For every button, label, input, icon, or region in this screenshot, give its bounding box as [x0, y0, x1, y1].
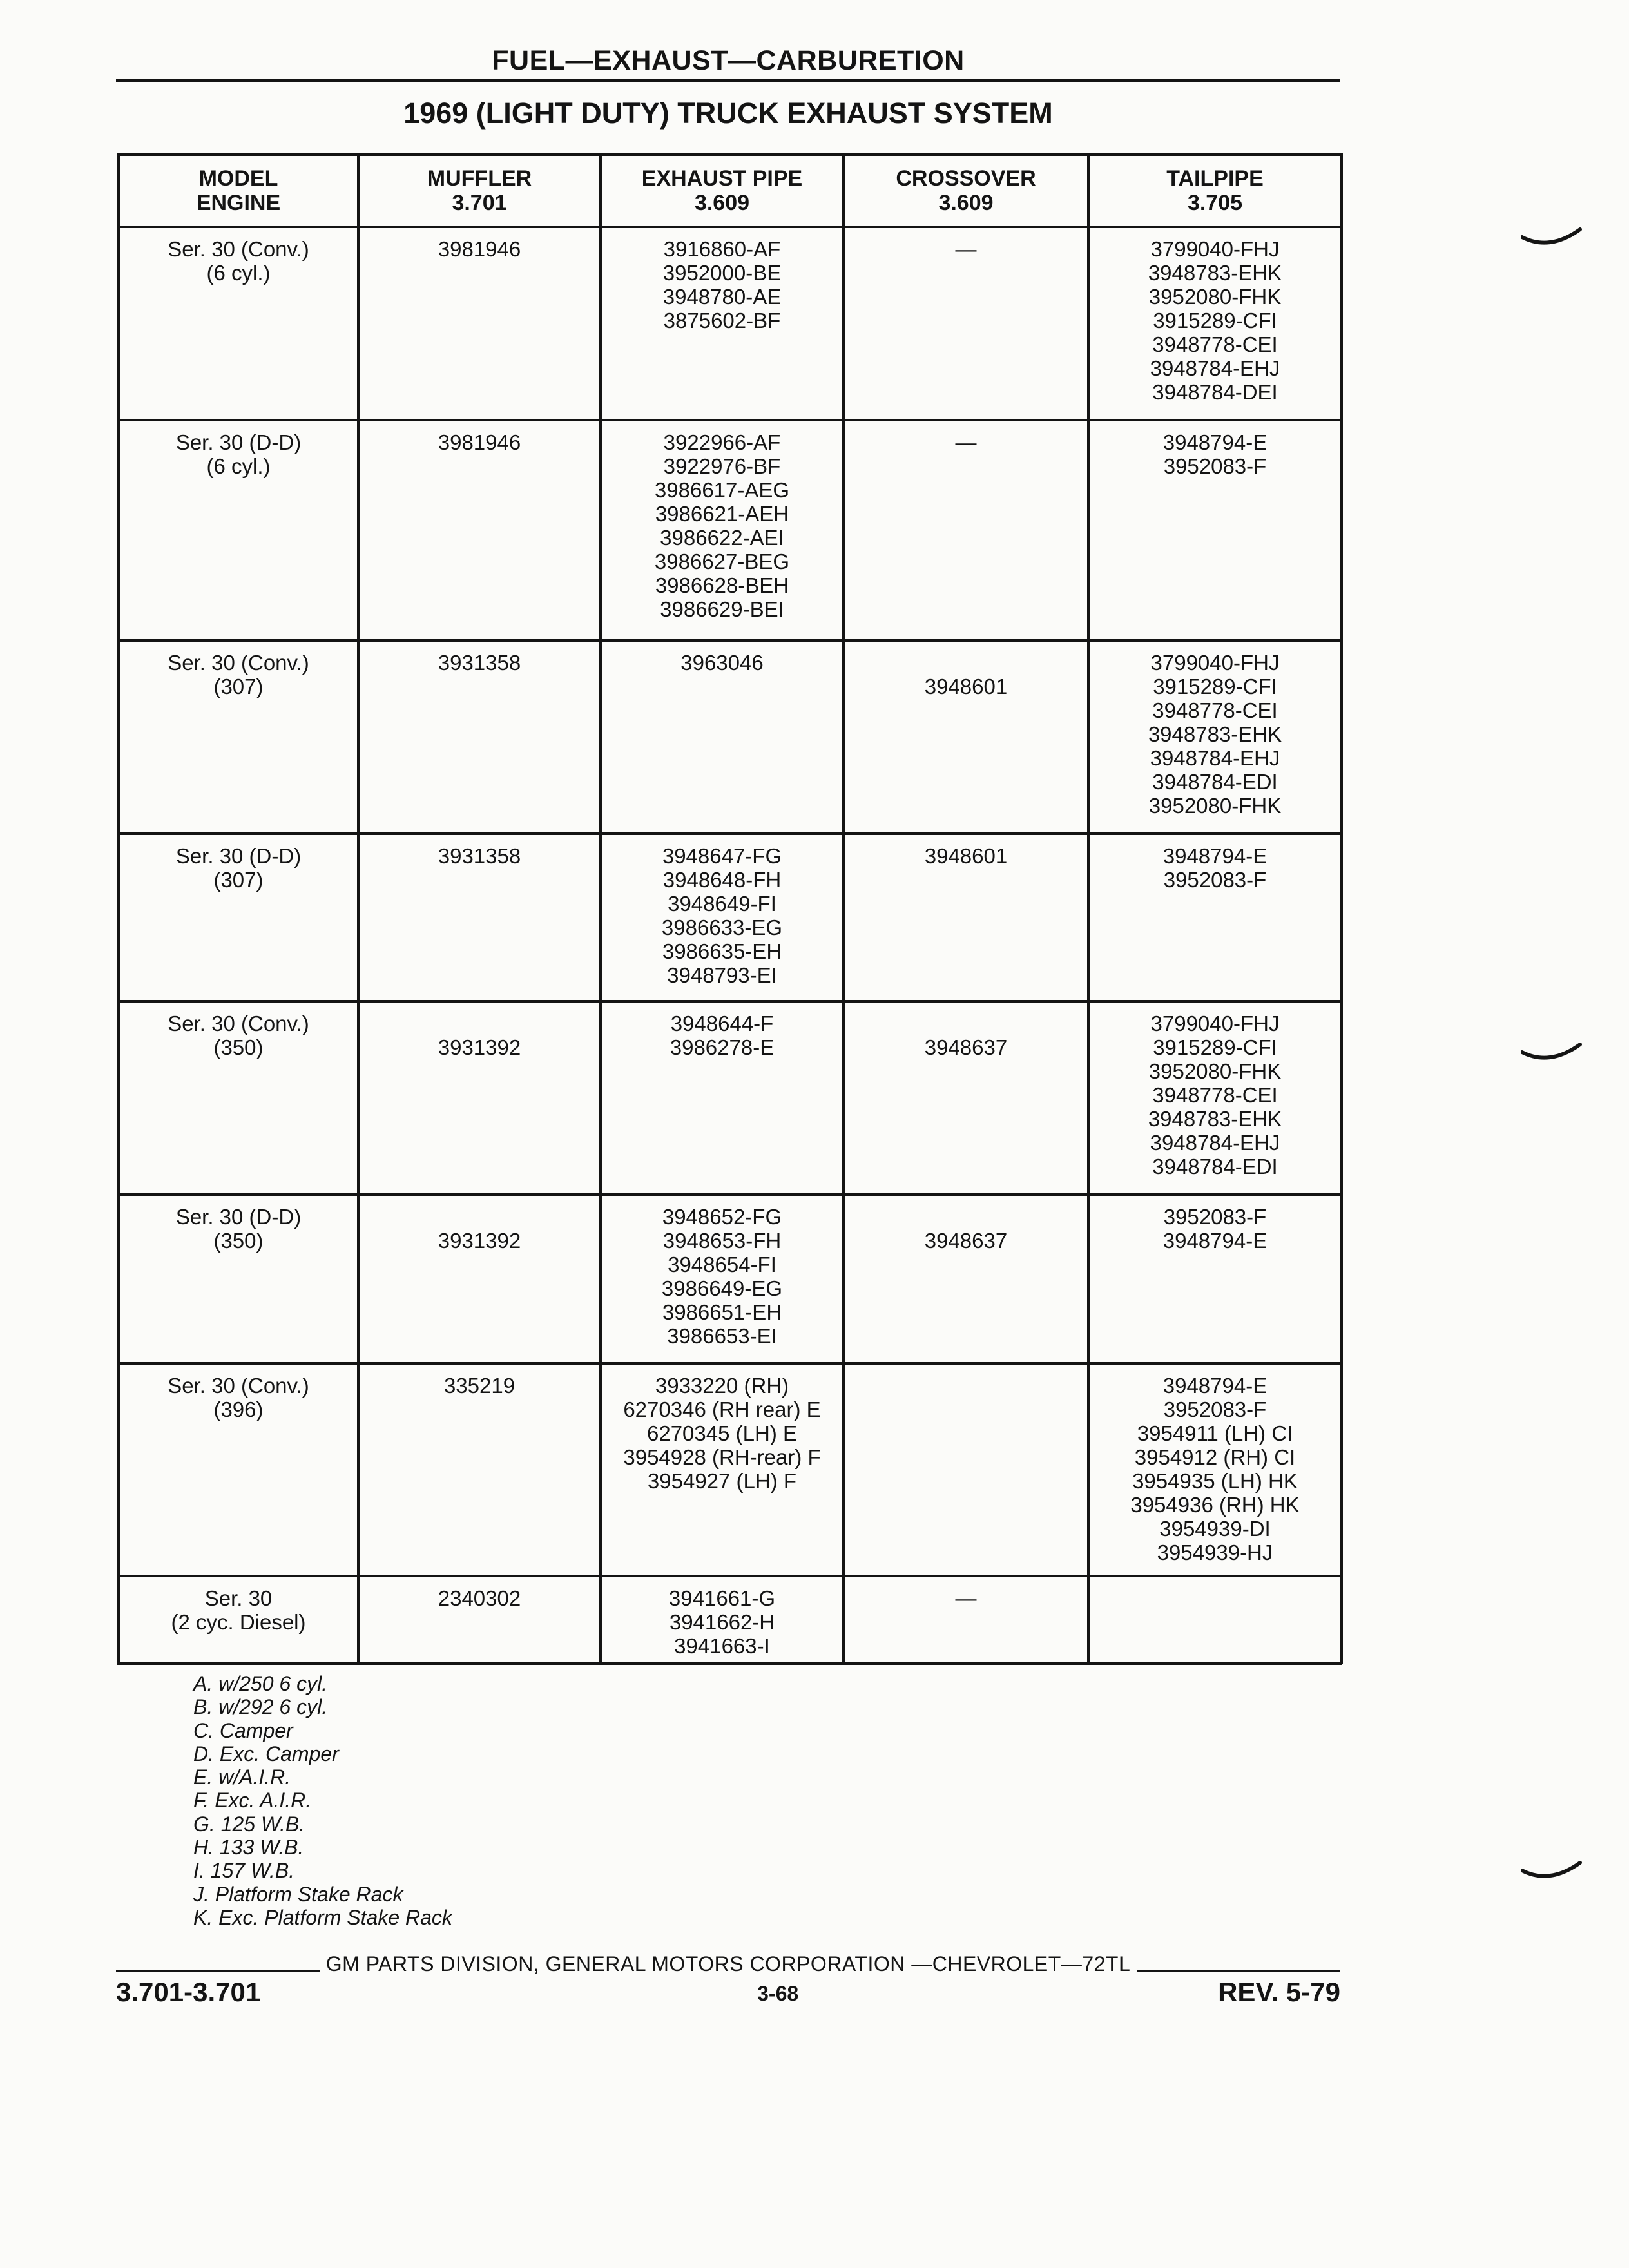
- footnotes: [193, 1672, 452, 1929]
- column-header-crossover: CROSSOVER 3.609: [843, 155, 1088, 227]
- exhaust-pipe-cell: 3941661-G 3941662-H 3941663-I: [601, 1576, 843, 1664]
- table-bottom-rule: [117, 1662, 1342, 1665]
- exhaust-pipe-cell: 3933220 (RH) 6270346 (RH rear) E 6270345 (LH) E 3954928 (RH-rear) F 3954927 (LH) F: [601, 1363, 843, 1576]
- footer-rule-right: [1137, 1970, 1340, 1972]
- crossover-cell: 3948601: [843, 834, 1088, 1001]
- footnote: E. w/A.I.R.: [193, 1765, 291, 1789]
- exhaust-pipe-cell: 3948652-FG 3948653-FH 3948654-FI 3986649-EG 3986651-EH 3986653-EI: [601, 1195, 843, 1363]
- table-row: [119, 1576, 1342, 1664]
- muffler-cell: 2340302: [358, 1576, 601, 1664]
- binder-ring-mark-icon: [1521, 1041, 1582, 1066]
- footnote: K. Exc. Platform Stake Rack: [193, 1905, 452, 1929]
- muffler-cell: 3931392: [358, 1195, 601, 1363]
- footer-organization: GM PARTS DIVISION, GENERAL MOTORS CORPORATION —CHEVROLET—72TL: [325, 1952, 1131, 1975]
- muffler-cell: 3931358: [358, 640, 601, 834]
- table-row: [119, 640, 1342, 834]
- tailpipe-cell: 3799040-FHJ 3915289-CFI 3952080-FHK 3948778-CEI 3948783-EHK 3948784-EHJ 3948784-EDI: [1088, 1001, 1342, 1195]
- model-cell: Ser. 30 (2 cyc. Diesel): [119, 1576, 358, 1664]
- table-header-row: [119, 155, 1342, 227]
- table-row: [119, 1195, 1342, 1363]
- crossover-cell: 3948637: [843, 1001, 1088, 1195]
- exhaust-pipe-cell: 3916860-AF 3952000-BE 3948780-AE 3875602-BF: [601, 227, 843, 420]
- exhaust-pipe-cell: 3948644-F 3986278-E: [601, 1001, 843, 1195]
- model-cell: Ser. 30 (D-D) (350): [119, 1195, 358, 1363]
- model-cell: Ser. 30 (Conv.) (350): [119, 1001, 358, 1195]
- table-row: [119, 1001, 1342, 1195]
- binder-ring-mark-icon: [1521, 1859, 1582, 1885]
- muffler-cell: 3981946: [358, 420, 601, 640]
- crossover-cell: —: [843, 1576, 1088, 1664]
- table-row: [119, 420, 1342, 640]
- model-cell: Ser. 30 (D-D) (307): [119, 834, 358, 1001]
- muffler-cell: 3931392: [358, 1001, 601, 1195]
- binder-ring-mark-icon: [1521, 226, 1582, 251]
- footer-rule-left: [116, 1970, 320, 1972]
- table-row: [119, 227, 1342, 420]
- model-cell: Ser. 30 (Conv.) (6 cyl.): [119, 227, 358, 420]
- footnote: J. Platform Stake Rack: [193, 1882, 403, 1906]
- footnote: B. w/292 6 cyl.: [193, 1695, 328, 1719]
- footnote: I. 157 W.B.: [193, 1859, 295, 1883]
- model-cell: Ser. 30 (D-D) (6 cyl.): [119, 420, 358, 640]
- footnote: G. 125 W.B.: [193, 1812, 305, 1836]
- column-header-tailpipe: TAILPIPE 3.705: [1088, 155, 1342, 227]
- document-title: 1969 (LIGHT DUTY) TRUCK EXHAUST SYSTEM: [403, 97, 1053, 130]
- section-number: 3.701-3.701: [116, 1977, 261, 2007]
- tailpipe-cell: [1088, 1576, 1342, 1664]
- footnote: C. Camper: [193, 1718, 293, 1742]
- footnote: D. Exc. Camper: [193, 1742, 339, 1765]
- exhaust-pipe-cell: 3948647-FG 3948648-FH 3948649-FI 3986633-EG 3986635-EH 3948793-EI: [601, 834, 843, 1001]
- model-cell: Ser. 30 (Conv.) (396): [119, 1363, 358, 1576]
- page-number: 3-68: [757, 1982, 799, 2005]
- footnote: F. Exc. A.I.R.: [193, 1789, 312, 1812]
- model-cell: Ser. 30 (Conv.) (307): [119, 640, 358, 834]
- crossover-cell: 3948601: [843, 640, 1088, 834]
- footer-row: [116, 1977, 1340, 2008]
- exhaust-pipe-cell: 3922966-AF 3922976-BF 3986617-AEG 3986621-AEH 3986622-AEI 3986627-BEG 3986628-BEH 3986629-BEI: [601, 420, 843, 640]
- column-header-muffler: MUFFLER 3.701: [358, 155, 601, 227]
- exhaust-parts-table: [117, 153, 1343, 1664]
- table-row: [119, 1363, 1342, 1576]
- tailpipe-cell: 3948794-E 3952083-F: [1088, 420, 1342, 640]
- muffler-cell: 3981946: [358, 227, 601, 420]
- column-header-model: MODEL ENGINE: [119, 155, 358, 227]
- section-title: FUEL—EXHAUST—CARBURETION: [492, 45, 965, 76]
- crossover-cell: —: [843, 420, 1088, 640]
- table-row: [119, 834, 1342, 1001]
- tailpipe-cell: 3948794-E 3952083-F: [1088, 834, 1342, 1001]
- muffler-cell: 3931358: [358, 834, 601, 1001]
- revision: REV. 5-79: [1218, 1977, 1340, 2007]
- tailpipe-cell: 3799040-FHJ 3915289-CFI 3948778-CEI 3948783-EHK 3948784-EHJ 3948784-EDI 3952080-FHK: [1088, 640, 1342, 834]
- footnote: H. 133 W.B.: [193, 1836, 304, 1860]
- muffler-cell: 335219: [358, 1363, 601, 1576]
- column-header-exhaust-pipe: EXHAUST PIPE 3.609: [601, 155, 843, 227]
- tailpipe-cell: 3948794-E 3952083-F 3954911 (LH) CI 3954912 (RH) CI 3954935 (LH) HK 3954936 (RH) HK 3954939-DI 3954939-HJ: [1088, 1363, 1342, 1576]
- exhaust-pipe-cell: 3963046: [601, 640, 843, 834]
- tailpipe-cell: 3799040-FHJ 3948783-EHK 3952080-FHK 3915289-CFI 3948778-CEI 3948784-EHJ 3948784-DEI: [1088, 227, 1342, 420]
- crossover-cell: —: [843, 227, 1088, 420]
- crossover-cell: [843, 1363, 1088, 1576]
- footer-organization-line: [116, 1952, 1340, 1976]
- tailpipe-cell: 3952083-F 3948794-E: [1088, 1195, 1342, 1363]
- crossover-cell: 3948637: [843, 1195, 1088, 1363]
- header-rule: [116, 79, 1340, 82]
- footnote: A. w/250 6 cyl.: [193, 1672, 328, 1695]
